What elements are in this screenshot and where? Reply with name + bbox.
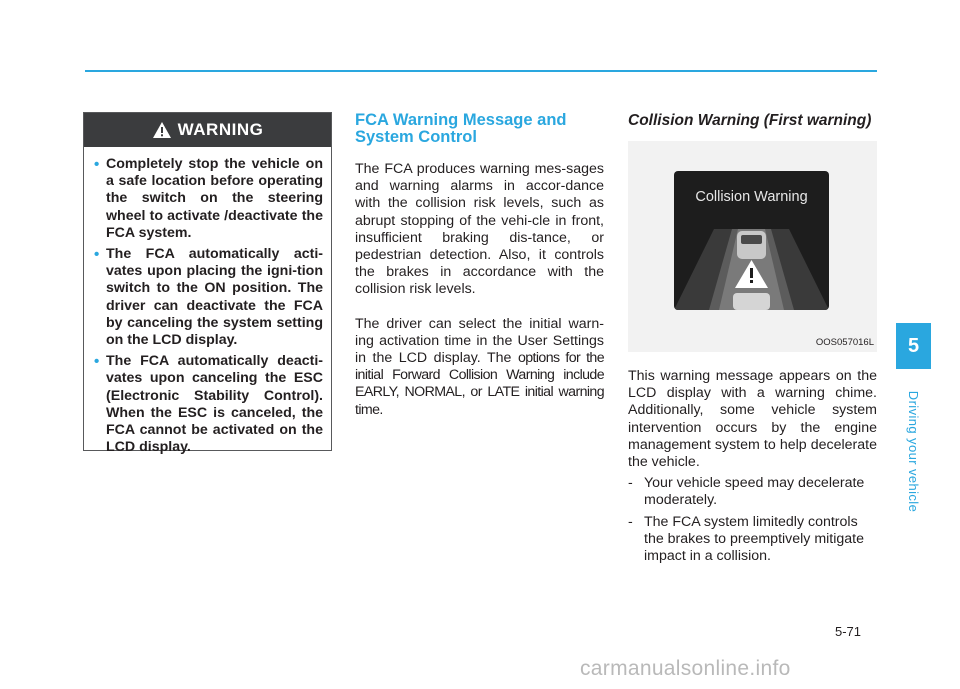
warning-triangle-icon [152, 121, 172, 139]
body-paragraph: This warning message appears on the LCD display with a warning chime. Additionally, some vehicle system intervention occurs by the engine management system to help decelerate the vehicle. [628, 368, 877, 471]
list-text: Your vehicle speed may decelerate moderately. [644, 475, 865, 509]
dash-list [628, 475, 877, 565]
right-column [628, 112, 877, 565]
warning-list [84, 147, 331, 456]
body-paragraph: The FCA produces warning mes-sages and warning alarms in accor-dance with the collision risk levels, such as abrupt stopping of the vehi-cle in front, insufficient braking dis-tance, or pedestrian detection. Also, it controls the brakes in accordance with the collision risk levels. [355, 161, 604, 298]
chapter-label [902, 390, 926, 512]
list-text: The FCA system limitedly controls the brakes to preemptively mitigate impact in a collision. [644, 513, 865, 565]
body-paragraph-part: The driver can select the initial warn-ing activation time in the User Settings in the LCD display. The [355, 315, 604, 367]
right-text [628, 368, 877, 565]
collision-warning-figure [628, 141, 877, 352]
list-item [628, 475, 877, 509]
top-divider [85, 70, 877, 72]
lcd-message: Collision Warning [695, 189, 808, 205]
warning-item: • Completely stop the vehicle on a safe location before operating the switch on the steering wheel to activate /deactivate the FCA system. [94, 156, 323, 242]
figure-code: OOS057016L [815, 337, 874, 348]
subsection-title: Collision Warning (First warning) [628, 112, 872, 129]
list-marker: - [628, 513, 633, 530]
chapter-number-tab: 5 [896, 323, 931, 369]
body-paragraph [355, 316, 604, 419]
list-marker: - [628, 475, 633, 492]
section-title: FCA Warning Message and System Control [355, 111, 567, 146]
page-number: 5-71 [835, 624, 862, 639]
list-item [628, 514, 877, 566]
warning-item: • The FCA automatically deacti-vates upon canceling the ESC (Electronic Stability Control). When the ESC is canceled, the FCA cannot be activated on the LCD display. [94, 353, 323, 456]
warning-item: • The FCA automatically acti-vates upon placing the igni-tion switch to the ON position. The driver can deactivate the FCA by canceling the system setting on the LCD display. [94, 246, 323, 349]
warning-box [83, 112, 332, 456]
warning-title: WARNING [177, 120, 264, 139]
watermark: carmanualsonline.info [580, 657, 791, 680]
middle-column [355, 112, 604, 419]
lcd-display [674, 171, 829, 310]
chapter-label-text: Driving your vehicle [906, 390, 922, 512]
warning-header [84, 113, 331, 147]
body-paragraph-part: options for the initial Forward Collision Warning include EARLY, NORMAL, or LATE initial warning time. [355, 350, 604, 418]
